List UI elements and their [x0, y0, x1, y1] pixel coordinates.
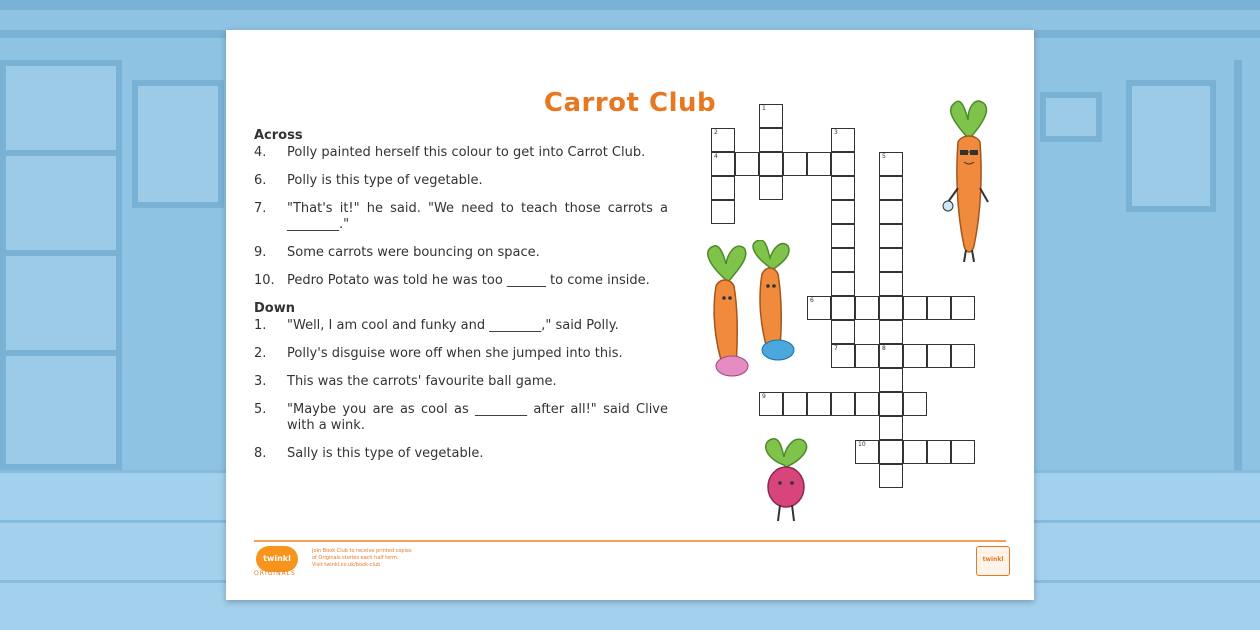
crossword-cell[interactable]	[879, 296, 903, 320]
clue-across-6: 6. Polly is this type of vegetable.	[254, 173, 483, 188]
crossword-cell-number: 7	[834, 345, 838, 352]
crossword-cell[interactable]	[879, 368, 903, 392]
down-heading: Down	[254, 301, 295, 316]
crossword-cell[interactable]	[831, 224, 855, 248]
bg-frame	[1126, 80, 1216, 212]
crossword-cell[interactable]	[807, 152, 831, 176]
crossword-cell[interactable]	[831, 272, 855, 296]
crossword-cell[interactable]	[735, 152, 759, 176]
clue-down-5: 5. "Maybe you are as cool as ________ after all!" said Clive with a wink.	[254, 402, 668, 433]
two-carrots-illustration	[688, 240, 808, 385]
crossword-cell[interactable]	[879, 224, 903, 248]
page-title: Carrot Club	[543, 88, 717, 118]
crossword-grid	[226, 30, 1034, 600]
crossword-cell[interactable]	[927, 440, 951, 464]
crossword-cell[interactable]	[831, 248, 855, 272]
crossword-cell[interactable]	[831, 392, 855, 416]
crossword-cell[interactable]	[759, 152, 783, 176]
crossword-cell[interactable]	[927, 344, 951, 368]
crossword-cell[interactable]	[807, 296, 831, 320]
clue-across-10: 10. Pedro Potato was told he was too ______ to come inside.	[254, 273, 650, 288]
bg-top-beam	[0, 0, 1260, 10]
crossword-cell[interactable]	[855, 440, 879, 464]
crossword-cell[interactable]	[879, 392, 903, 416]
crossword-cell[interactable]	[951, 296, 975, 320]
carrot-with-glasses-illustration	[936, 98, 1000, 268]
crossword-cell[interactable]	[879, 176, 903, 200]
bg-shelf-board	[0, 250, 122, 256]
crossword-cell[interactable]	[759, 392, 783, 416]
twinkl-logo-sub: ORIGINALS	[254, 570, 296, 577]
crossword-cell[interactable]	[879, 440, 903, 464]
crossword-cell[interactable]	[831, 176, 855, 200]
crossword-cell[interactable]	[879, 344, 903, 368]
crossword-cell-number: 9	[762, 393, 766, 400]
across-heading: Across	[254, 128, 303, 143]
clue-down-2: 2. Polly's disguise wore off when she jumped into this.	[254, 346, 623, 361]
footer-badge: twinkl	[976, 546, 1010, 576]
crossword-cell[interactable]	[903, 440, 927, 464]
twinkl-logo: twinkl	[256, 546, 298, 572]
crossword-cell[interactable]	[711, 128, 735, 152]
crossword-cell[interactable]	[831, 128, 855, 152]
clue-down-8: 8. Sally is this type of vegetable.	[254, 446, 484, 461]
crossword-cell[interactable]	[831, 200, 855, 224]
crossword-cell[interactable]	[711, 200, 735, 224]
crossword-cell-number: 4	[714, 153, 718, 160]
crossword-cell[interactable]	[879, 200, 903, 224]
crossword-cell[interactable]	[855, 392, 879, 416]
footer-text: Join Book Club to receive printed copies of Originals stories each half term. Visit twinkl.co.uk/book-club	[312, 548, 412, 568]
crossword-cell-number: 10	[858, 441, 866, 448]
beetroot-illustration	[756, 435, 816, 527]
crossword-cell[interactable]	[711, 152, 735, 176]
bg-post	[1234, 60, 1242, 470]
crossword-cell[interactable]	[879, 272, 903, 296]
crossword-cell[interactable]	[855, 296, 879, 320]
crossword-cell[interactable]	[783, 152, 807, 176]
bg-frame	[1040, 92, 1102, 142]
crossword-cell[interactable]	[711, 176, 735, 200]
bg-shelf-board	[0, 150, 122, 156]
crossword-cell[interactable]	[927, 296, 951, 320]
crossword-cell[interactable]	[759, 128, 783, 152]
crossword-cell-number: 5	[882, 153, 886, 160]
bg-shelf	[0, 60, 122, 470]
crossword-cell[interactable]	[879, 320, 903, 344]
crossword-cell[interactable]	[831, 296, 855, 320]
crossword-cell[interactable]	[783, 392, 807, 416]
clue-across-9: 9. Some carrots were bouncing on space.	[254, 245, 540, 260]
crossword-cell[interactable]	[879, 248, 903, 272]
crossword-cell[interactable]	[831, 344, 855, 368]
clue-across-7: 7. "That's it!" he said. "We need to teach those carrots a ________."	[254, 201, 668, 232]
crossword-cell[interactable]	[879, 464, 903, 488]
crossword-cell[interactable]	[759, 176, 783, 200]
crossword-cell[interactable]	[903, 392, 927, 416]
crossword-cell[interactable]	[879, 416, 903, 440]
crossword-cell[interactable]	[807, 392, 831, 416]
clue-down-1: 1. "Well, I am cool and funky and ________," said Polly.	[254, 318, 619, 333]
crossword-cell[interactable]	[879, 152, 903, 176]
footer-divider	[254, 540, 1006, 542]
bg-shelf-board	[0, 350, 122, 356]
crossword-cell-number: 6	[810, 297, 814, 304]
crossword-cell[interactable]	[831, 320, 855, 344]
crossword-cell-number: 3	[834, 129, 838, 136]
worksheet	[226, 30, 1034, 600]
crossword-cell-number: 1	[762, 105, 766, 112]
crossword-cell[interactable]	[951, 440, 975, 464]
bg-frame	[132, 80, 224, 208]
crossword-cell[interactable]	[903, 296, 927, 320]
crossword-cell[interactable]	[903, 344, 927, 368]
clue-across-4: 4. Polly painted herself this colour to get into Carrot Club.	[254, 145, 646, 160]
crossword-cell[interactable]	[831, 152, 855, 176]
clue-down-3: 3. This was the carrots' favourite ball game.	[254, 374, 557, 389]
crossword-cell[interactable]	[855, 344, 879, 368]
crossword-cell[interactable]	[759, 104, 783, 128]
crossword-cell-number: 8	[882, 345, 886, 352]
crossword-cell[interactable]	[951, 344, 975, 368]
crossword-cell-number: 2	[714, 129, 718, 136]
